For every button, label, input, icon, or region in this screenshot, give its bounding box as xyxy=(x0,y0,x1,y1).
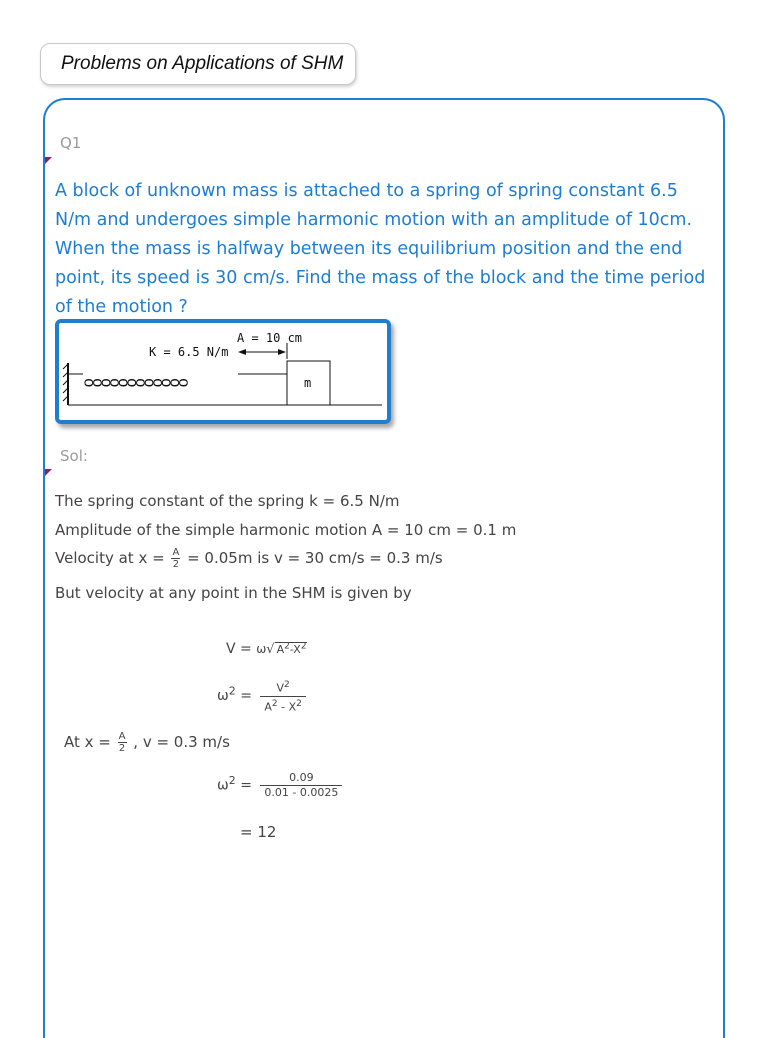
eq2-v: V xyxy=(276,681,285,695)
eq2-equals: = xyxy=(240,688,252,705)
eq3-omega: ω xyxy=(217,777,229,794)
eq1-x: -X xyxy=(289,643,301,656)
solution-label: Sol: xyxy=(60,447,88,465)
eq3-numerator: 0.09 xyxy=(260,771,342,786)
eq2-exp: 2 xyxy=(228,684,236,698)
at-prefix: At x = xyxy=(64,733,111,751)
solution-line-2: Amplitude of the simple harmonic motion A = 10 cm = 0.1 m xyxy=(55,521,517,539)
eq2-v-exp: 2 xyxy=(284,680,290,690)
title-box xyxy=(40,43,356,85)
eq2-fraction xyxy=(260,678,306,714)
mass-label: m xyxy=(304,376,312,390)
at-fraction-den: 2 xyxy=(118,743,126,754)
line3-prefix: Velocity at x = xyxy=(55,549,165,567)
condition-line xyxy=(64,731,230,754)
spring-coils: ᴑᴑᴑᴑᴑᴑᴑᴑᴑᴑᴑᴑ xyxy=(84,372,188,391)
line3-suffix: = 0.05m is v = 30 cm/s = 0.3 m/s xyxy=(187,549,443,567)
equation-omega-squared xyxy=(217,678,306,714)
eq2-x-exp: 2 xyxy=(296,698,302,709)
fraction-a-over-2 xyxy=(171,547,180,570)
eq3-equals: = xyxy=(240,777,252,794)
eq2-a-exp: 2 xyxy=(271,698,278,709)
amplitude-arrowhead-left xyxy=(238,349,246,355)
solution-line-1: The spring constant of the spring k = 6.5 N/m xyxy=(55,492,400,510)
eq1-exp-a: 2 xyxy=(284,641,290,652)
eq1-exp-x: 2 xyxy=(300,641,307,652)
eq2-numerator xyxy=(260,678,306,697)
at-fraction xyxy=(118,731,127,754)
eq3-exp: 2 xyxy=(228,773,236,787)
eq3-denominator: 0.01 - 0.0025 xyxy=(264,786,339,799)
question-label: Q1 xyxy=(60,134,82,152)
at-suffix: , v = 0.3 m/s xyxy=(133,733,230,751)
page-title: Problems on Applications of SHM xyxy=(61,53,344,74)
fraction-denominator: 2 xyxy=(172,559,180,570)
eq2-a: A xyxy=(264,700,272,714)
amplitude-label: A = 10 cm xyxy=(237,331,303,345)
question-marker xyxy=(45,157,52,164)
solution-line-4: But velocity at any point in the SHM is given by xyxy=(55,584,412,602)
eq1-a: A xyxy=(276,643,285,656)
amplitude-arrowhead-right xyxy=(278,349,286,355)
solution-line-3 xyxy=(55,547,443,570)
fraction-numerator: A xyxy=(172,547,180,558)
eq3-fraction xyxy=(260,771,342,800)
equation-velocity xyxy=(226,641,307,657)
eq2-omega: ω xyxy=(217,688,229,705)
sqrt-sign: √ xyxy=(266,642,275,657)
eq2-x: - X xyxy=(277,700,297,714)
solution-marker xyxy=(45,469,52,476)
eq1-lhs: V = xyxy=(226,641,252,657)
equation-omega-values xyxy=(217,771,342,800)
question-text: A block of unknown mass is attached to a spring of spring constant 6.5 N/m and undergoes simple harmonic motion with an amplitude of 10cm. When the mass is halfway between its equilibrium position and the end point, its speed is 30 cm/s. Find the mass of the block and the time period of the motion ? xyxy=(55,181,706,317)
eq2-denominator xyxy=(260,697,306,715)
eq1-omega: ω xyxy=(256,642,267,656)
spring-constant-label: K = 6.5 N/m xyxy=(149,345,229,359)
eq1-radicand xyxy=(275,642,307,656)
equation-result: = 12 xyxy=(240,823,277,841)
at-fraction-num: A xyxy=(118,731,126,742)
